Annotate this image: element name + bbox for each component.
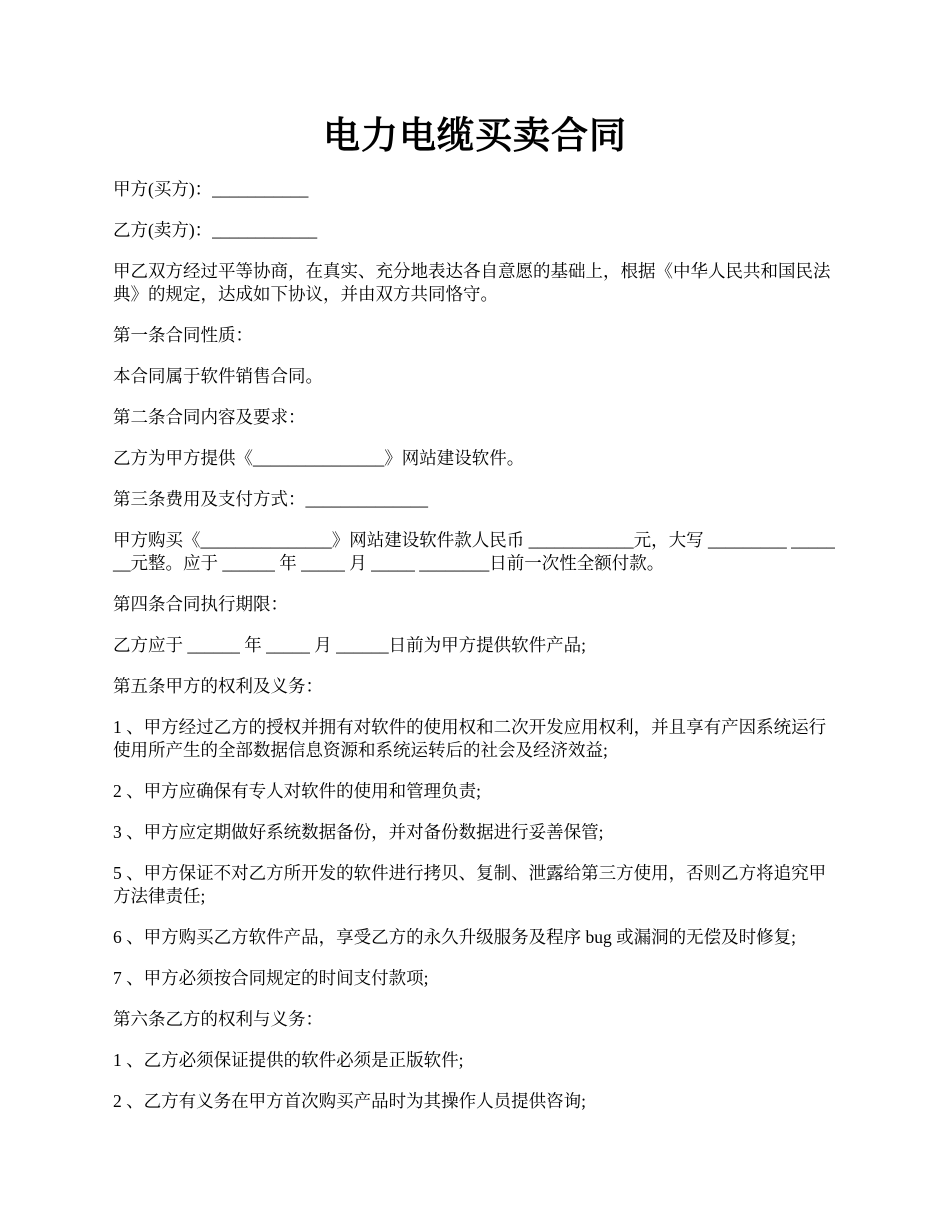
article-2-text: 乙方为甲方提供《_______________》网站建设软件。 — [113, 448, 525, 468]
article-5-item: 5 、甲方保证不对乙方所开发的软件进行拷贝、复制、泄露给第三方使用，否则乙方将追究甲方法律责任; — [113, 863, 827, 906]
preamble-paragraph: 甲乙双方经过平等协商，在真实、充分地表达各自意愿的基础上，根据《中华人民共和国民法典》的规定，达成如下协议，并由双方共同恪守。 — [113, 261, 831, 304]
article-4-heading: 第四条合同执行期限： — [113, 594, 288, 614]
party-a-line: 甲方(买方)：___________ — [113, 179, 309, 199]
article-3-heading: 第三条费用及支付方式：______________ — [113, 489, 428, 509]
article-5-item: 3 、甲方应定期做好系统数据备份，并对备份数据进行妥善保管; — [113, 822, 604, 842]
article-3-text: 甲方购买《_______________》网站建设软件款人民币 ____________元，大写 _________ _______元整。应于 ______ 年 _____ 月 _____ ________日前一次性全额付款。 — [113, 530, 835, 573]
article-6-heading: 第六条乙方的权利与义务： — [113, 1009, 323, 1029]
article-5-item: 6 、甲方购买乙方软件产品，享受乙方的永久升级服务及程序 bug 或漏洞的无偿及时修复; — [113, 927, 796, 947]
document-body — [113, 178, 841, 1131]
article-5-item: 7 、甲方必须按合同规定的时间支付款项; — [113, 968, 429, 988]
article-4-text: 乙方应于 ______ 年 _____ 月 ______日前为甲方提供软件产品; — [113, 635, 586, 655]
article-5-item: 2 、甲方应确保有专人对软件的使用和管理负责; — [113, 781, 481, 801]
article-5-heading: 第五条甲方的权利及义务： — [113, 676, 323, 696]
article-5-item: 1 、甲方经过乙方的授权并拥有对软件的使用权和二次开发应用权利，并且享有产因系统运行使用所产生的全部数据信息资源和系统运转后的社会及经济效益; — [113, 717, 827, 760]
article-1-text: 本合同属于软件销售合同。 — [113, 366, 323, 386]
article-1-heading: 第一条合同性质： — [113, 325, 253, 345]
article-6-item: 2 、乙方有义务在甲方首次购买产品时为其操作人员提供咨询; — [113, 1091, 586, 1111]
party-b-line: 乙方(卖方)：____________ — [113, 220, 318, 240]
article-2-heading: 第二条合同内容及要求： — [113, 407, 306, 427]
document-title: 电力电缆买卖合同 — [323, 116, 627, 157]
article-6-item: 1 、乙方必须保证提供的软件必须是正版软件; — [113, 1050, 464, 1070]
